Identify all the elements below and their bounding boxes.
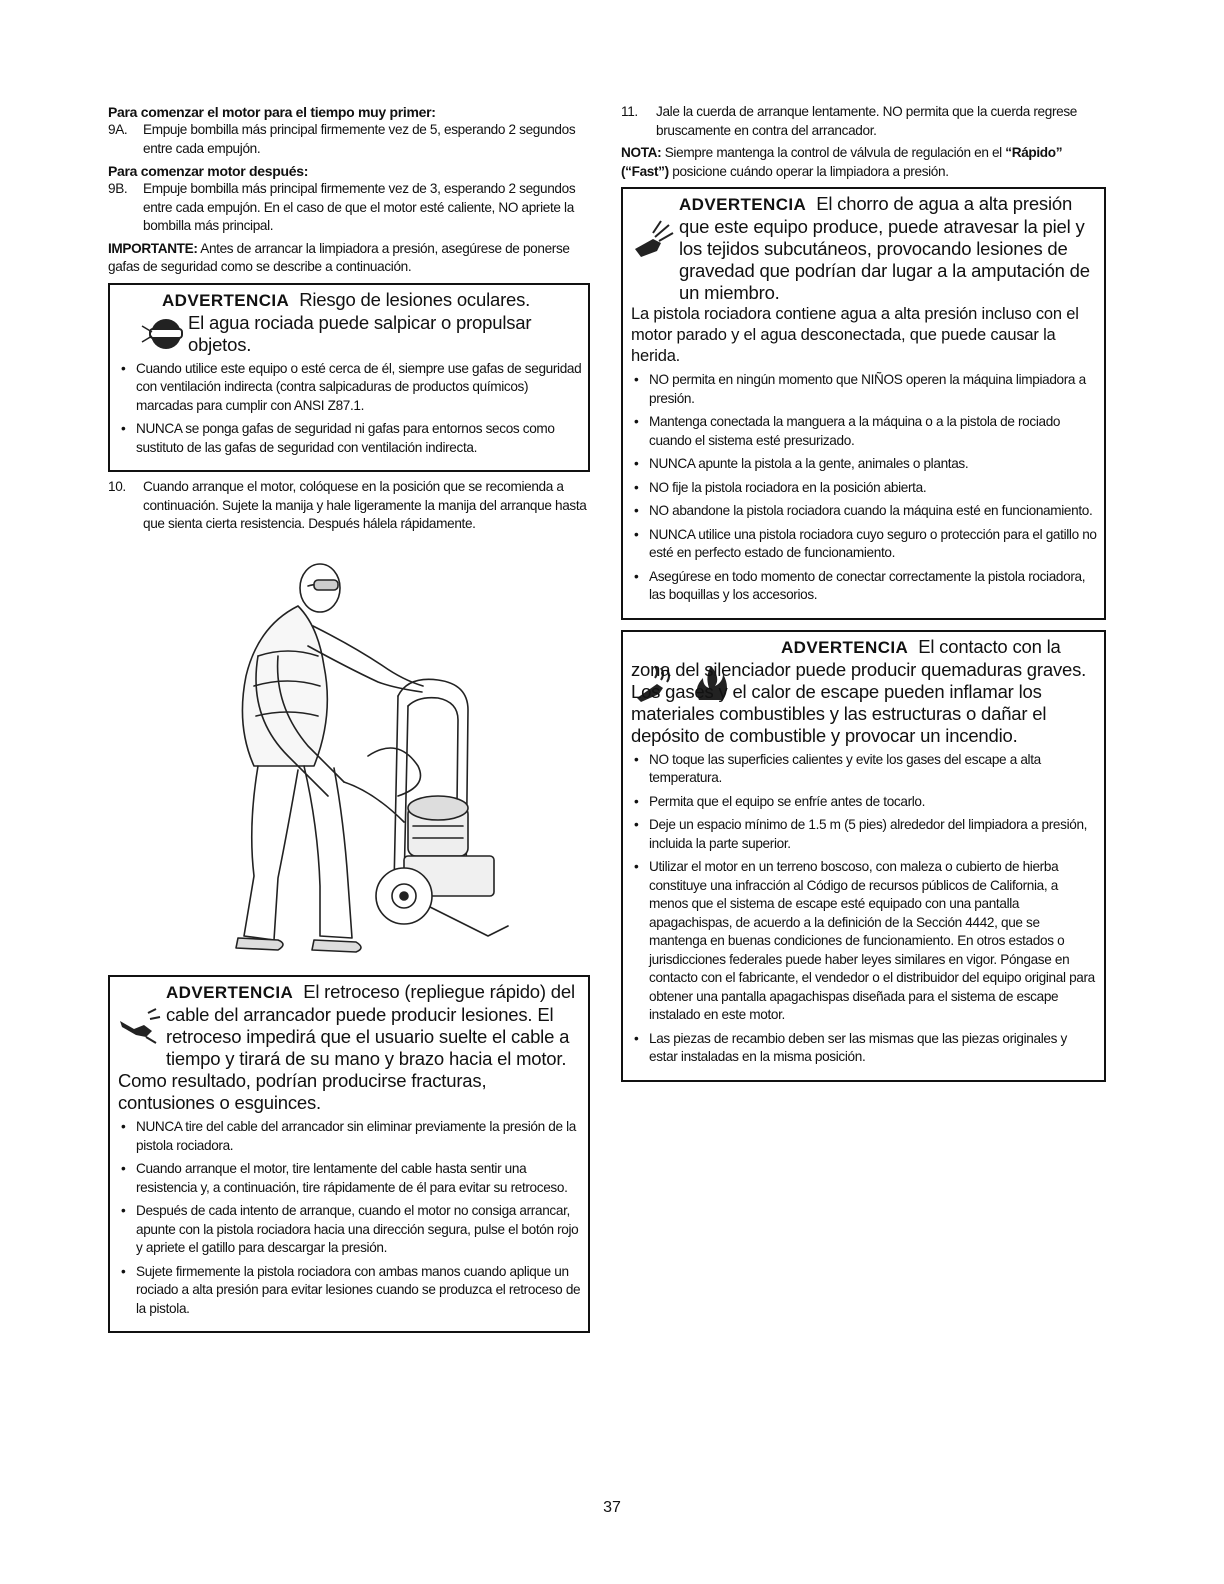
step-number: 11. (621, 104, 638, 119)
warning-bullets (118, 1118, 582, 1318)
warning-lead (166, 981, 582, 1070)
warning-kickback (108, 975, 590, 1333)
step-text: Empuje bombilla más principal firmemente vez de 3, esperando 2 segundos entre cada empujón. En el caso de que el motor esté caliente, NO apriete la bombilla más principal. (143, 181, 576, 233)
warning-icon-row (631, 193, 1098, 304)
step-text: Jale la cuerda de arranque lentamente. NO permita que la cuerda regrese bruscamente en contra del arrancador. (656, 104, 1077, 138)
step-11 (621, 103, 1106, 140)
warning-line1: Riesgo de lesiones oculares. (299, 288, 531, 310)
list-item: • Cuando arranque el motor, tire lentamente del cable hasta sentir una resistencia y, a continuación, tire rápidamente de él para evitar su retroceso. (118, 1160, 582, 1197)
list-item: • NO permita en ningún momento que NIÑOS operen la máquina limpiadora a presión. (631, 371, 1098, 408)
warning-lead (679, 193, 1098, 304)
warning-icon-row (118, 312, 582, 356)
warning-label: ADVERTENCIA (162, 290, 290, 310)
list-item: • NO toque las superficies calientes y evite los gases del escape a alta temperatura. (631, 751, 1098, 788)
warning-header (118, 289, 582, 312)
list-item: • Asegúrese en todo momento de conectar correctamente la pistola rociadora, las boquillas y los accesorios. (631, 568, 1098, 605)
important-text: Antes de arrancar la limpiadora a presión, asegúrese de ponerse gafas de seguridad como se describe a continuación. (108, 240, 570, 274)
list-item: • Las piezas de recambio deben ser las mismas que las piezas originales y estar instaladas en la misma posición. (631, 1030, 1098, 1067)
warning-bullets (118, 360, 582, 458)
list-item: • Utilizar el motor en un terreno boscoso, con maleza o cubierto de hierba constituye una infracción al Código de recursos públicos de California, a menos que el sistema de escape esté equipado con una pantalla apagachispas, de acuerdo a la definición de la Sección 4442, que se mantenga en buenas condiciones de funcionamiento. En otros estados o jurisdicciones federales puede haber leyes similares en vigor. Póngase en contacto con el fabricante, el vendedor o el distribuidor del equipo original para obtener una pantalla apagachispas diseñada para el sistema de escape instalado en este motor. (631, 858, 1098, 1025)
warning-paragraph: La pistola rociadora contiene agua a alta presión incluso con el motor parado y el agua desconectada, que puede causar la herida. (631, 305, 1079, 365)
list-item: • Deje un espacio mínimo de 1.5 m (5 pies) alrededor del limpiadora a presión, incluida la parte superior. (631, 816, 1098, 853)
spray-injection-icon (631, 219, 675, 263)
list-item: • Después de cada intento de arranque, cuando el motor no consiga arrancar, apunte con la pistola rociadora hacia una dirección segura, pulse el botón rojo y apriete el gatillo para descargar la presión. (118, 1202, 582, 1258)
list-item: • NUNCA se ponga gafas de seguridad ni gafas para entornos secos como sustituto de las gafas de seguridad con ventilación indirecta. (118, 420, 582, 457)
warning-muffler-burn (621, 630, 1106, 1082)
step-9b (108, 180, 590, 236)
list-item: • NUNCA apunte la pistola a la gente, animales o plantas. (631, 455, 1098, 474)
warning-label: ADVERTENCIA (166, 983, 294, 1002)
note-bold-fast: (“Fast”) (621, 163, 669, 179)
warning-icon-row (631, 636, 1098, 747)
warning-label: ADVERTENCIA (781, 637, 909, 657)
note (621, 144, 1106, 181)
man-starting-pressure-washer-illustration (108, 546, 590, 966)
note-pre: Siempre mantenga la control de válvula de regulación en el (664, 145, 1002, 160)
warning-tail: Como resultado, podrían producirse fracturas, contusiones o esguinces. (118, 1070, 487, 1113)
step-text: Cuando arranque el motor, colóquese en la posición que se recomienda a continuación. Sujete la manija y hale ligeramente la manija del arranque hasta que sienta cierta resistencia. Después hálela rápidamente. (143, 479, 587, 531)
warning-lead (631, 636, 1098, 747)
step-9a (108, 121, 590, 158)
step-number: 9A. (108, 122, 128, 137)
note-label: NOTA: (621, 145, 662, 160)
warning-icon-row (118, 981, 582, 1070)
step-number: 9B. (108, 181, 128, 196)
warning-lead-text: El contacto con la zona del silenciador puede producir quemaduras graves. Los gases y el calor de escape pueden inflamar los materiales combustibles y las estructuras o dañar el depósito de combustible y provocar un incendio. (631, 635, 1087, 746)
left-column (108, 103, 590, 1339)
list-item: • Permita que el equipo se enfríe antes de tocarlo. (631, 793, 1098, 812)
note-bold-rapido: “Rápido” (1005, 145, 1063, 160)
recoil-hand-icon (118, 1003, 162, 1047)
warning-lead-text: El chorro de agua a alta presión que este equipo produce, puede atravesar la piel y los tejidos subcutáneos, provocando lesiones de gravedad que podrían dar lugar a la amputación de un miembro. (679, 193, 1090, 303)
list-item: • Sujete firmemente la pistola rociadora con ambas manos cuando aplique un rociado a alta presión para evitar lesiones cuando se produzca el retroceso de la pistola. (118, 1263, 582, 1319)
list-item: • NO fije la pistola rociadora en la posición abierta. (631, 479, 1098, 498)
page-number: 37 (603, 1499, 621, 1516)
warning-eye-injury (108, 283, 590, 473)
step-10 (108, 478, 590, 534)
warning-bullets (631, 751, 1098, 1067)
important-note (108, 240, 590, 277)
warning-bullets (631, 371, 1098, 605)
important-label: IMPORTANTE: (108, 240, 198, 256)
step-number: 10. (108, 479, 126, 494)
warning-line2: El agua rociada puede salpicar o propulsar objetos. (188, 311, 532, 355)
note-post: posicione cuándo operar la limpiadora a presión. (672, 163, 949, 179)
list-item: • Mantenga conectada la manguera a la máquina o a la pistola de rociado cuando el sistema esté presurizado. (631, 413, 1098, 450)
list-item: • NO abandone la pistola rociadora cuando la máquina esté en funcionamiento. (631, 502, 1098, 521)
heading-first-start: Para comenzar el motor para el tiempo muy primer: (108, 104, 436, 120)
safety-goggles-icon (140, 312, 184, 356)
warning-high-pressure-spray (621, 187, 1106, 620)
warning-lead-text: El retroceso (repliegue rápido) del cable del arrancador puede producir lesiones. El retroceso impedirá que el usuario suelte el cable a tiempo y tirará de su mano y brazo hacia el motor. (166, 981, 575, 1069)
list-item: • NUNCA utilice una pistola rociadora cuyo seguro o protección para el gatillo no esté en perfecto estado de funcionamiento. (631, 526, 1098, 563)
list-item: • NUNCA tire del cable del arrancador sin eliminar previamente la presión de la pistola rociadora. (118, 1118, 582, 1155)
step-text: Empuje bombilla más principal firmemente vez de 5, esperando 2 segundos entre cada empujón. (143, 122, 576, 156)
heading-start-after: Para comenzar motor después: (108, 163, 309, 179)
warning-label: ADVERTENCIA (679, 195, 807, 214)
list-item: • Cuando utilice este equipo o esté cerca de él, siempre use gafas de seguridad con ventilación indirecta (contra salpicaduras de productos químicos) marcadas para cumplir con ANSI Z87.1. (118, 360, 582, 416)
right-column (621, 103, 1106, 1088)
